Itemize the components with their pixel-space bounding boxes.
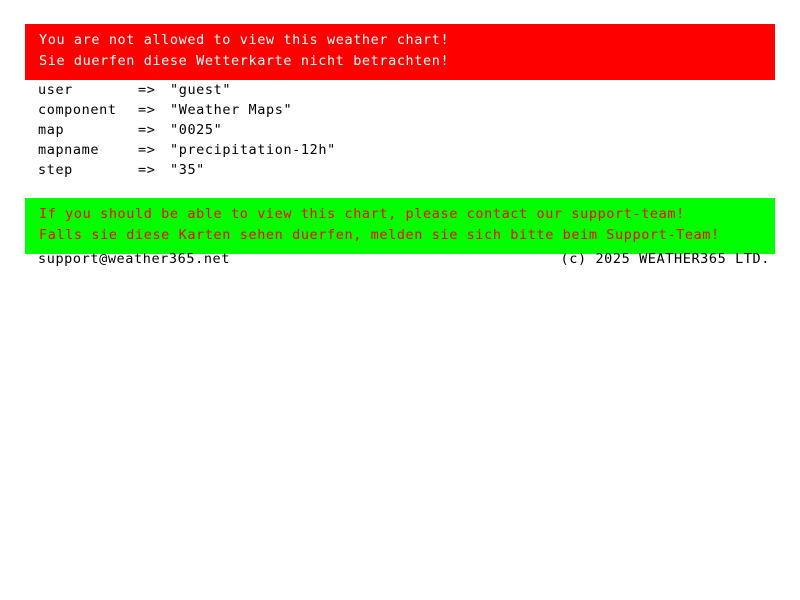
table-row xyxy=(38,120,336,140)
param-key-mapname: mapname xyxy=(38,142,100,158)
param-key-step: step xyxy=(38,162,73,178)
param-value-user: "guest" xyxy=(170,82,232,98)
param-value-mapname: "precipitation-12h" xyxy=(170,142,336,158)
param-key-map: map xyxy=(38,122,65,138)
param-arrow: => xyxy=(138,162,156,178)
request-parameters-table xyxy=(38,80,336,180)
param-key-component: component xyxy=(38,102,117,118)
param-value-component: "Weather Maps" xyxy=(170,102,293,118)
param-arrow: => xyxy=(138,102,156,118)
table-row xyxy=(38,140,336,160)
param-arrow: => xyxy=(138,142,156,158)
access-denied-banner xyxy=(25,24,775,80)
support-message-de: Falls sie diese Karten sehen duerfen, melden sie sich bitte beim Support-Team! xyxy=(39,227,720,243)
table-row xyxy=(38,160,336,180)
param-key-user: user xyxy=(38,82,73,98)
access-denied-message-en: You are not allowed to view this weather chart! xyxy=(39,32,450,48)
access-denied-message-de: Sie duerfen diese Wetterkarte nicht betrachten! xyxy=(39,53,450,69)
page-footer xyxy=(38,249,770,269)
param-arrow: => xyxy=(138,122,156,138)
table-row xyxy=(38,80,336,100)
param-value-step: "35" xyxy=(170,162,205,178)
param-value-map: "0025" xyxy=(170,122,223,138)
support-email-link[interactable]: support@weather365.net xyxy=(38,251,231,267)
param-arrow: => xyxy=(138,82,156,98)
support-banner xyxy=(25,198,775,254)
copyright-text: (c) 2025 WEATHER365 LTD. xyxy=(560,251,770,267)
support-message-en: If you should be able to view this chart, please contact our support-team! xyxy=(39,206,685,222)
table-row xyxy=(38,100,336,120)
